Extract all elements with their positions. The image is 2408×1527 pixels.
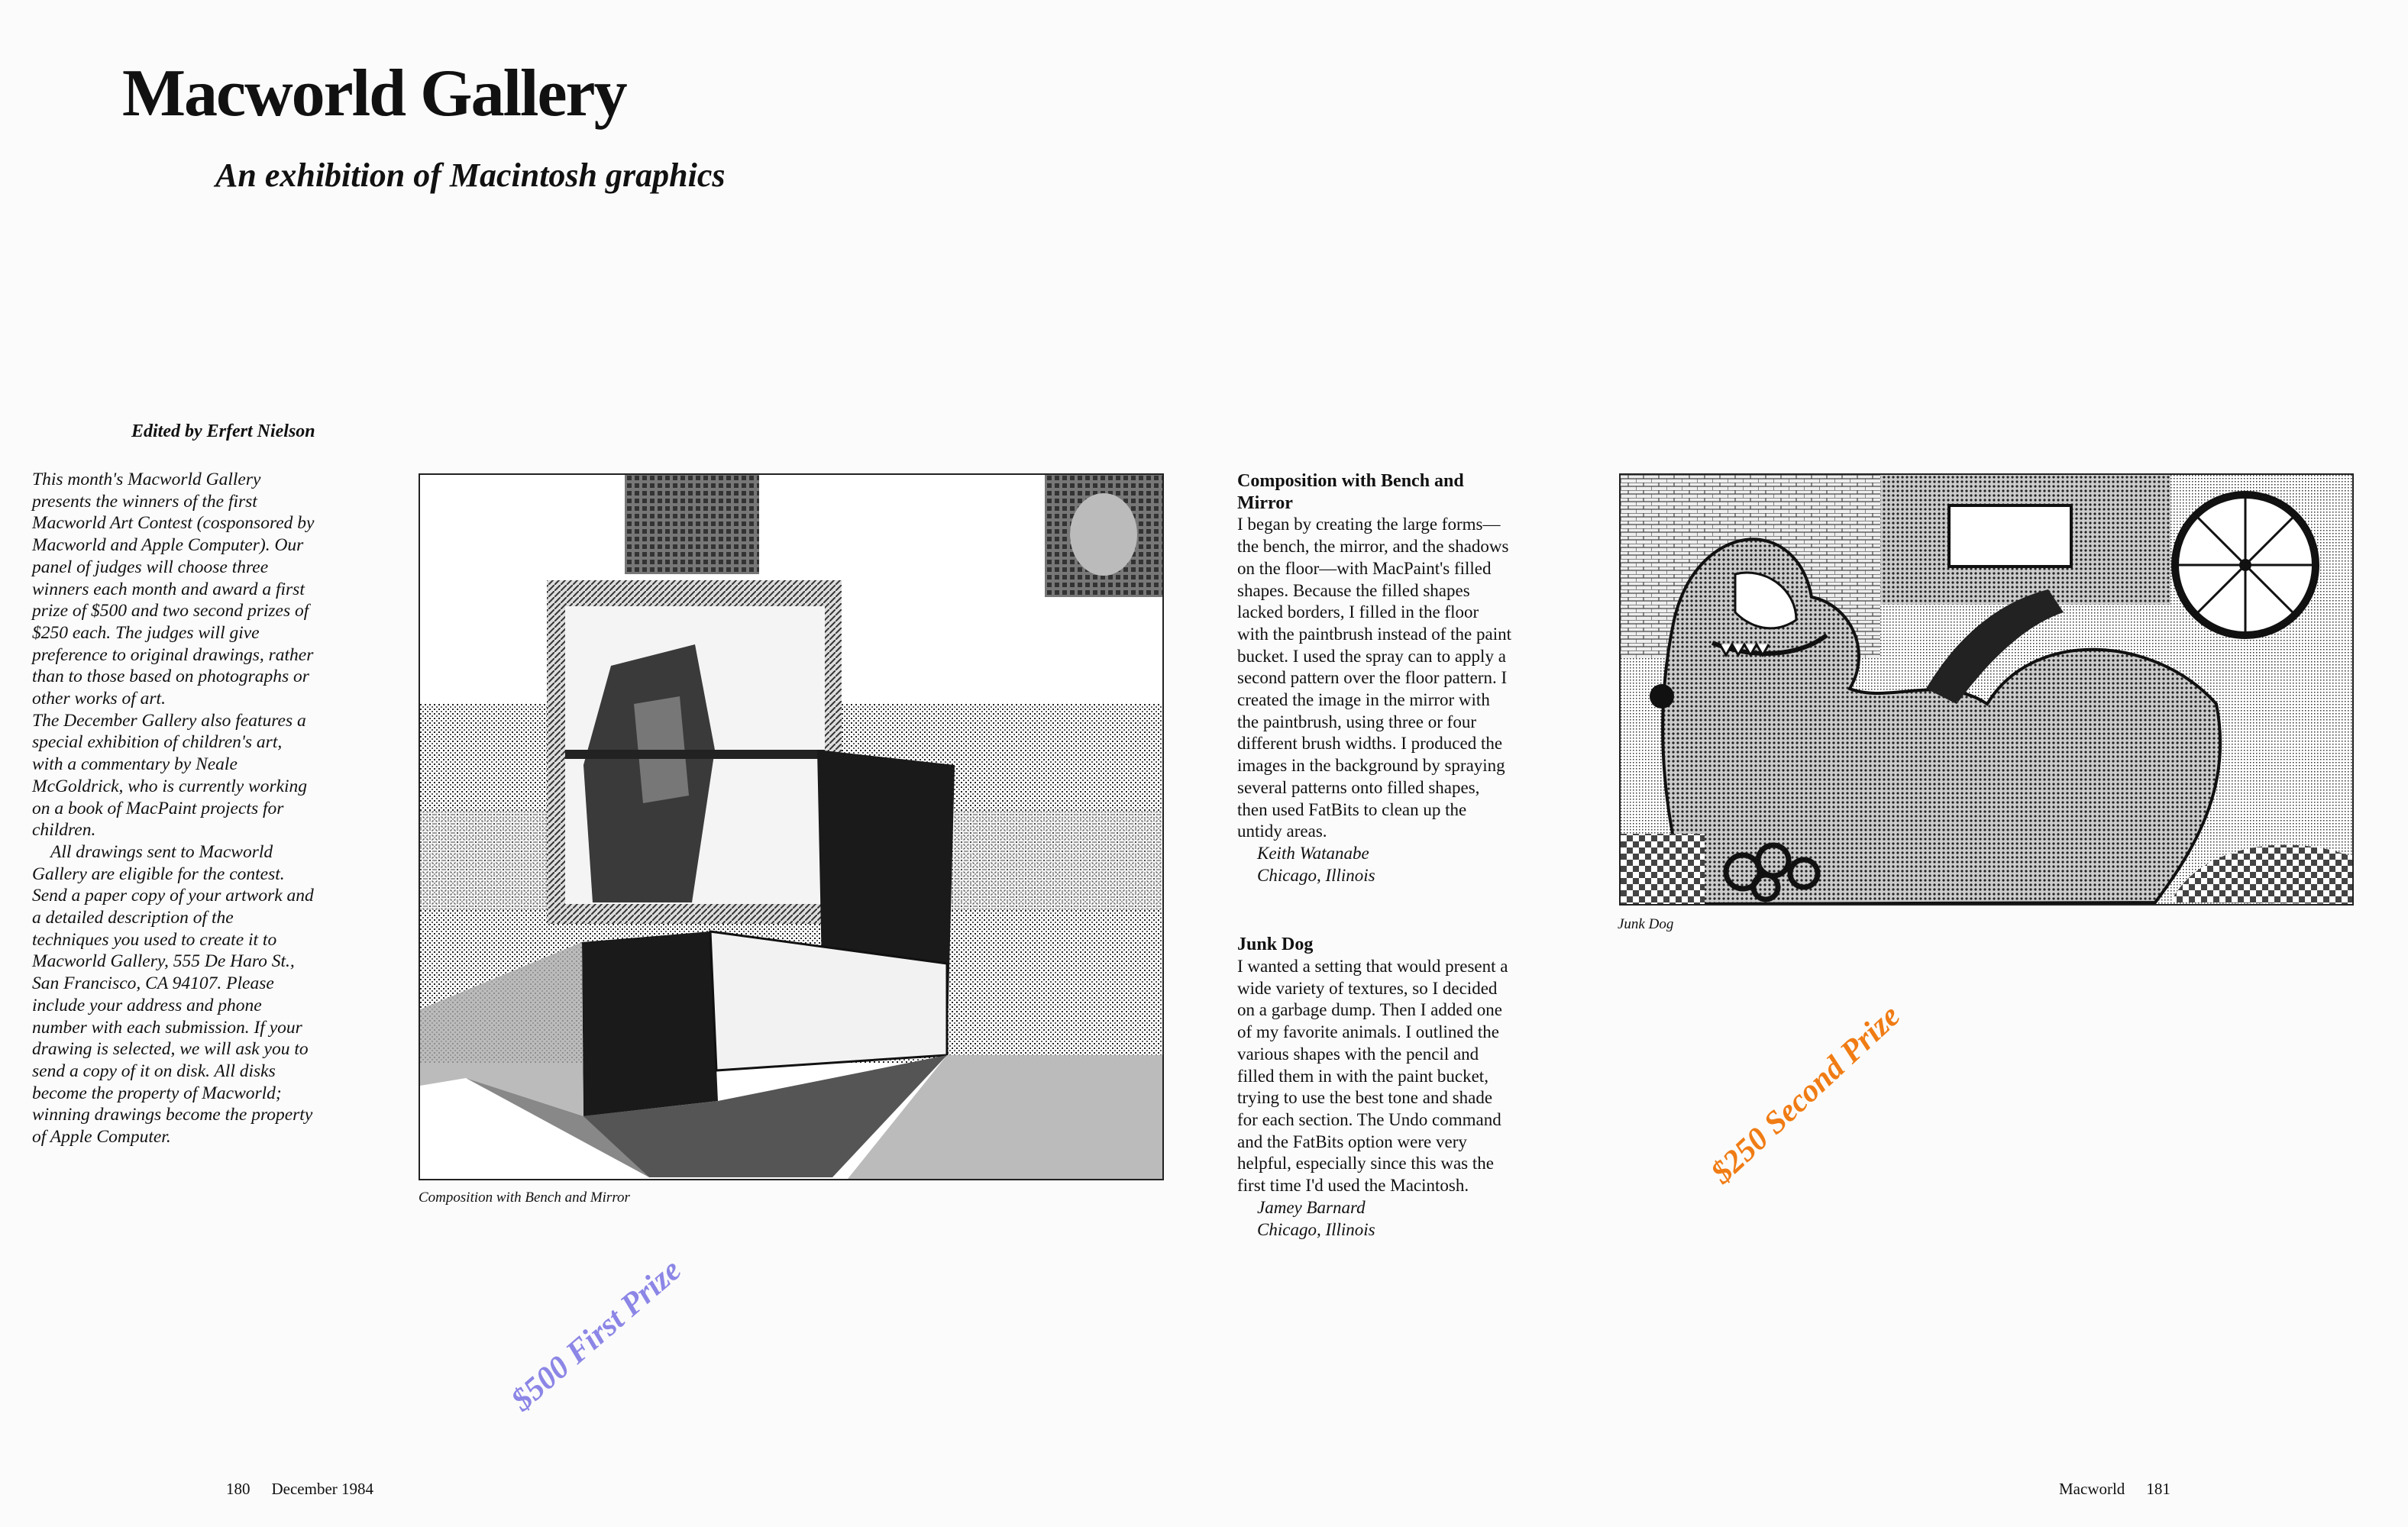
intro-paragraph: All drawings sent to Macworld Gallery are eligible for the contest. Send a paper copy of your artwork and a detailed description of the techniques you used to create it to Macworld Gallery, 555 De Haro St., San Francisco, CA 94107. Please include your address and phone number with each submission. If your drawing is selected, we will ask you to send a copy of it on disk. All disks become the property of Macworld; winning drawings become the property of Apple Computer.	[32, 841, 314, 1148]
junk-dog-artwork	[1619, 473, 2354, 906]
artwork-descriptions	[1237, 470, 1512, 1241]
intro-paragraph: The December Gallery also features a special exhibition of children's art, with a commentary by Neale McGoldrick, who is currently working on a book of MacPaint projects for children.	[32, 710, 308, 841]
artwork-description: I wanted a setting that would present a wide variety of textures, so I decided on a garbage dump. Then I added one of my favorite animals. I outlined the various shapes with the pencil and filled them in with the paint bucket, trying to use the best tone and shade for each section. The Undo command and the FatBits option were very helpful, especially since this was the first time I'd used the Macintosh.	[1237, 957, 1508, 1196]
second-prize-stamp: $250 Second Prize	[1704, 998, 1908, 1191]
artwork-heading: Composition with Bench and Mirror	[1237, 471, 1464, 513]
artist-location: Chicago, Illinois	[1257, 1219, 1375, 1239]
byline: Edited by Erfert Nielson	[131, 421, 315, 441]
magazine-name: Macworld	[2059, 1480, 2125, 1498]
bench-mirror-artwork	[419, 473, 1164, 1180]
right-folio	[2059, 1480, 2170, 1499]
artist-name: Jamey Barnard	[1257, 1197, 1366, 1217]
bench-mirror-illustration	[420, 475, 1162, 1179]
page-subtitle: An exhibition of Macintosh graphics	[215, 157, 726, 194]
left-folio	[226, 1480, 373, 1499]
page-title: Macworld Gallery	[122, 56, 626, 131]
page-number: 180	[226, 1480, 250, 1498]
junk-dog-illustration	[1621, 475, 2352, 904]
page-number: 181	[2146, 1480, 2170, 1498]
artwork-caption: Junk Dog	[1618, 916, 1674, 932]
first-prize-stamp: $500 First Prize	[505, 1252, 688, 1419]
artist-location: Chicago, Illinois	[1257, 865, 1375, 885]
artwork-heading: Junk Dog	[1237, 935, 1314, 955]
artwork-caption: Composition with Bench and Mirror	[419, 1190, 630, 1206]
artwork-description: I began by creating the large forms—the bench, the mirror, and the shadows on the floor—with MacPaint's filled shapes. Because the filled shapes lacked borders, I filled in the floor with the paintbrush instead of the paint bucket. I used the spray can to apply a second pattern over the floor pattern. I created the image in the mirror with the paintbrush, using three or four different brush widths. I produced the images in the background by spraying several patterns onto filled shapes, then used FatBits to clean up the untidy areas.	[1237, 515, 1511, 841]
issue-date: December 1984	[271, 1480, 374, 1498]
artist-name: Keith Watanabe	[1257, 843, 1369, 863]
intro-column	[32, 469, 315, 1148]
intro-paragraph: This month's Macworld Gallery presents the winners of the first Macworld Art Contest (cosponsored by Macworld and Apple Computer). Our panel of judges will choose three winners each month and award a first prize of $500 and two second prizes of $250 each. The judges will give preference to original drawings, rather than to those based on photographs or other works of art.	[32, 470, 315, 709]
